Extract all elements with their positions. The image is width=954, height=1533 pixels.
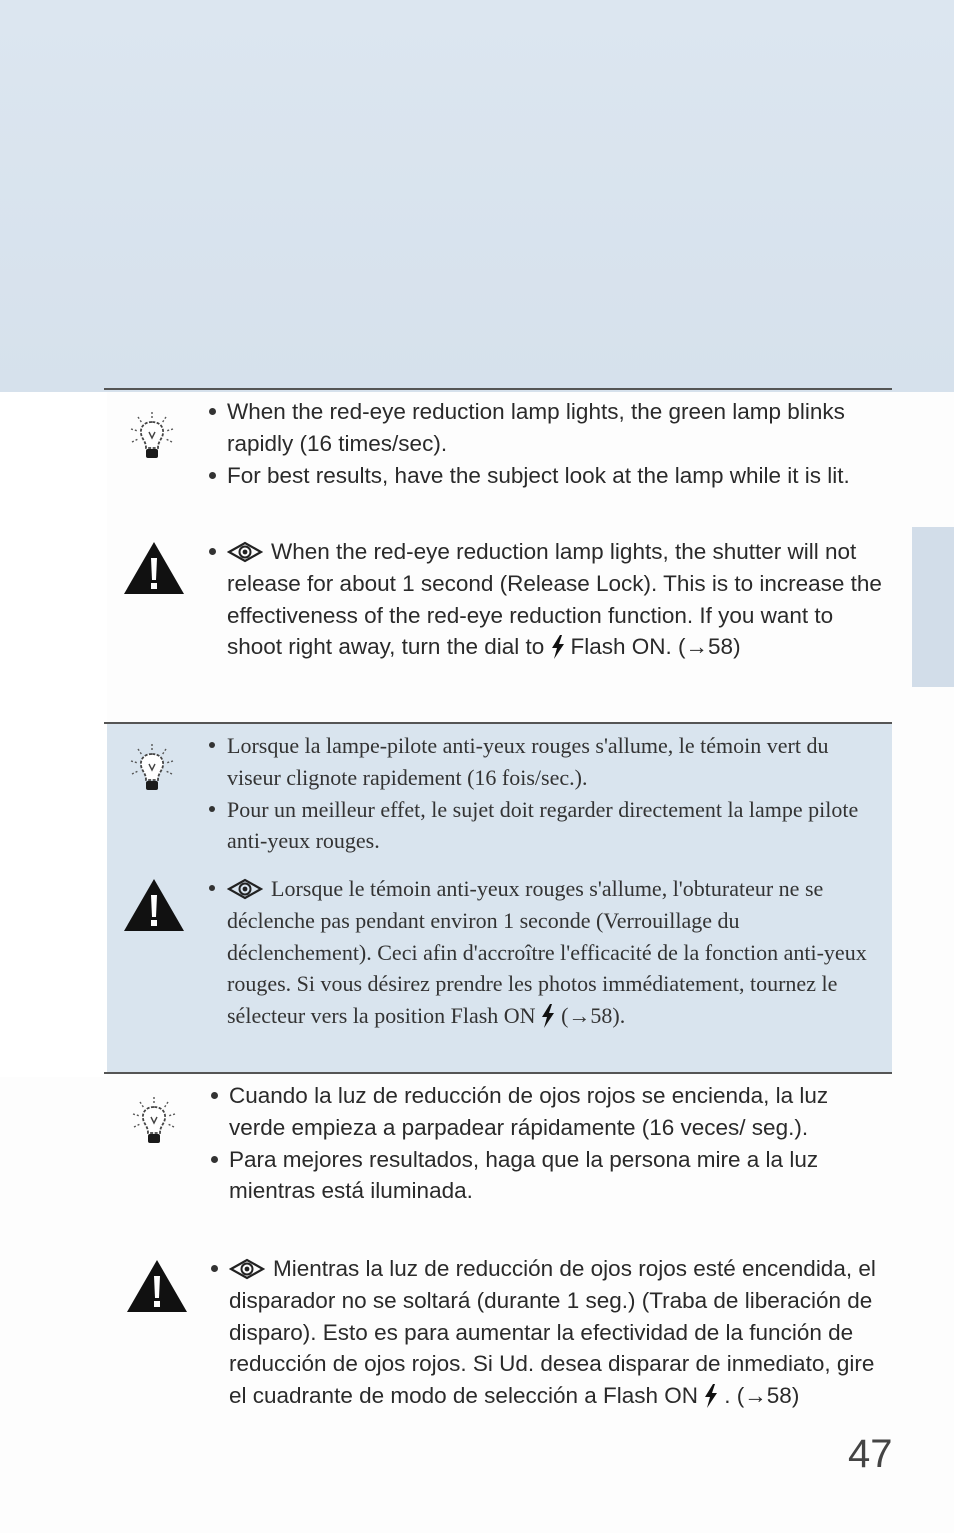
english-tips-list: [207, 396, 887, 491]
red-eye-icon: [227, 878, 263, 900]
caution-end: Flash ON. (→58): [570, 634, 741, 660]
flash-bolt-icon: [704, 1384, 718, 1408]
warning-triangle-icon: [122, 540, 186, 596]
section-rule-english: [104, 388, 892, 390]
list-item: For best results, have the subject look at the lamp while it is lit.: [207, 460, 887, 492]
list-item: [209, 1253, 891, 1412]
red-eye-icon: [227, 541, 263, 563]
list-item: Pour un meilleur effet, le sujet doit regarder directement la lampe pilote anti-yeux rouges.: [207, 794, 887, 858]
spanish-caution-list: [209, 1253, 891, 1412]
caution-end: . (→58): [724, 1383, 800, 1409]
chapter-tab: [912, 527, 954, 687]
caution-text: When the red-eye reduction lamp lights, the shutter will not release for about 1 second (Release Lock). This is to increase the effectiveness of the red-eye reduction function. If you want to shoot right away, turn the dial to: [227, 539, 882, 660]
flash-bolt-icon: [551, 635, 565, 659]
list-item: Lorsque la lampe-pilote anti-yeux rouges s'allume, le témoin vert du viseur clignote rapidement (16 fois/sec.).: [207, 730, 887, 794]
warning-triangle-icon: [125, 1258, 189, 1314]
left-margin: [0, 392, 107, 1077]
spanish-tips-list: [209, 1080, 889, 1207]
french-tips-list: [207, 730, 887, 857]
top-color-band: [0, 0, 954, 392]
french-caution-list: [207, 873, 889, 1032]
caution-end: (→58).: [561, 1003, 626, 1029]
lightbulb-icon: [128, 410, 176, 462]
english-caution-list: [207, 536, 887, 663]
warning-triangle-icon: [122, 877, 186, 933]
list-item: Cuando la luz de reducción de ojos rojos se encienda, la luz verde empieza a parpadear rápidamente (16 veces/ seg.).: [209, 1080, 889, 1144]
list-item: [207, 873, 889, 1032]
section-rule-spanish: [104, 1072, 892, 1074]
page-number: 47: [848, 1432, 893, 1476]
red-eye-icon: [229, 1258, 265, 1280]
lightbulb-icon: [130, 1095, 178, 1147]
list-item: [207, 536, 887, 663]
lightbulb-icon: [128, 742, 176, 794]
section-rule-french: [104, 722, 892, 724]
caution-text: Mientras la luz de reducción de ojos rojos esté encendida, el disparador no se soltará (durante 1 seg.) (Traba de liberación de disparo). Esto es para aumentar la efectividad de la función de reducción de ojos rojos. Si Ud. desea disparar de inmediato, gire el cuadrante de modo de selección a Flash ON: [229, 1256, 876, 1409]
list-item: When the red-eye reduction lamp lights, the green lamp blinks rapidly (16 times/sec).: [207, 396, 887, 460]
flash-bolt-icon: [541, 1004, 555, 1028]
list-item: Para mejores resultados, haga que la persona mire a la luz mientras está iluminada.: [209, 1144, 889, 1208]
caution-text: Lorsque le témoin anti-yeux rouges s'allume, l'obturateur ne se déclenche pas pendant environ 1 seconde (Verrouillage du déclenchement). Ceci afin d'accroître l'efficacité de la fonction anti-yeux rouges. Si vous désirez prendre les photos immédiatement, tournez le sélecteur vers la position Flash ON: [227, 876, 867, 1029]
